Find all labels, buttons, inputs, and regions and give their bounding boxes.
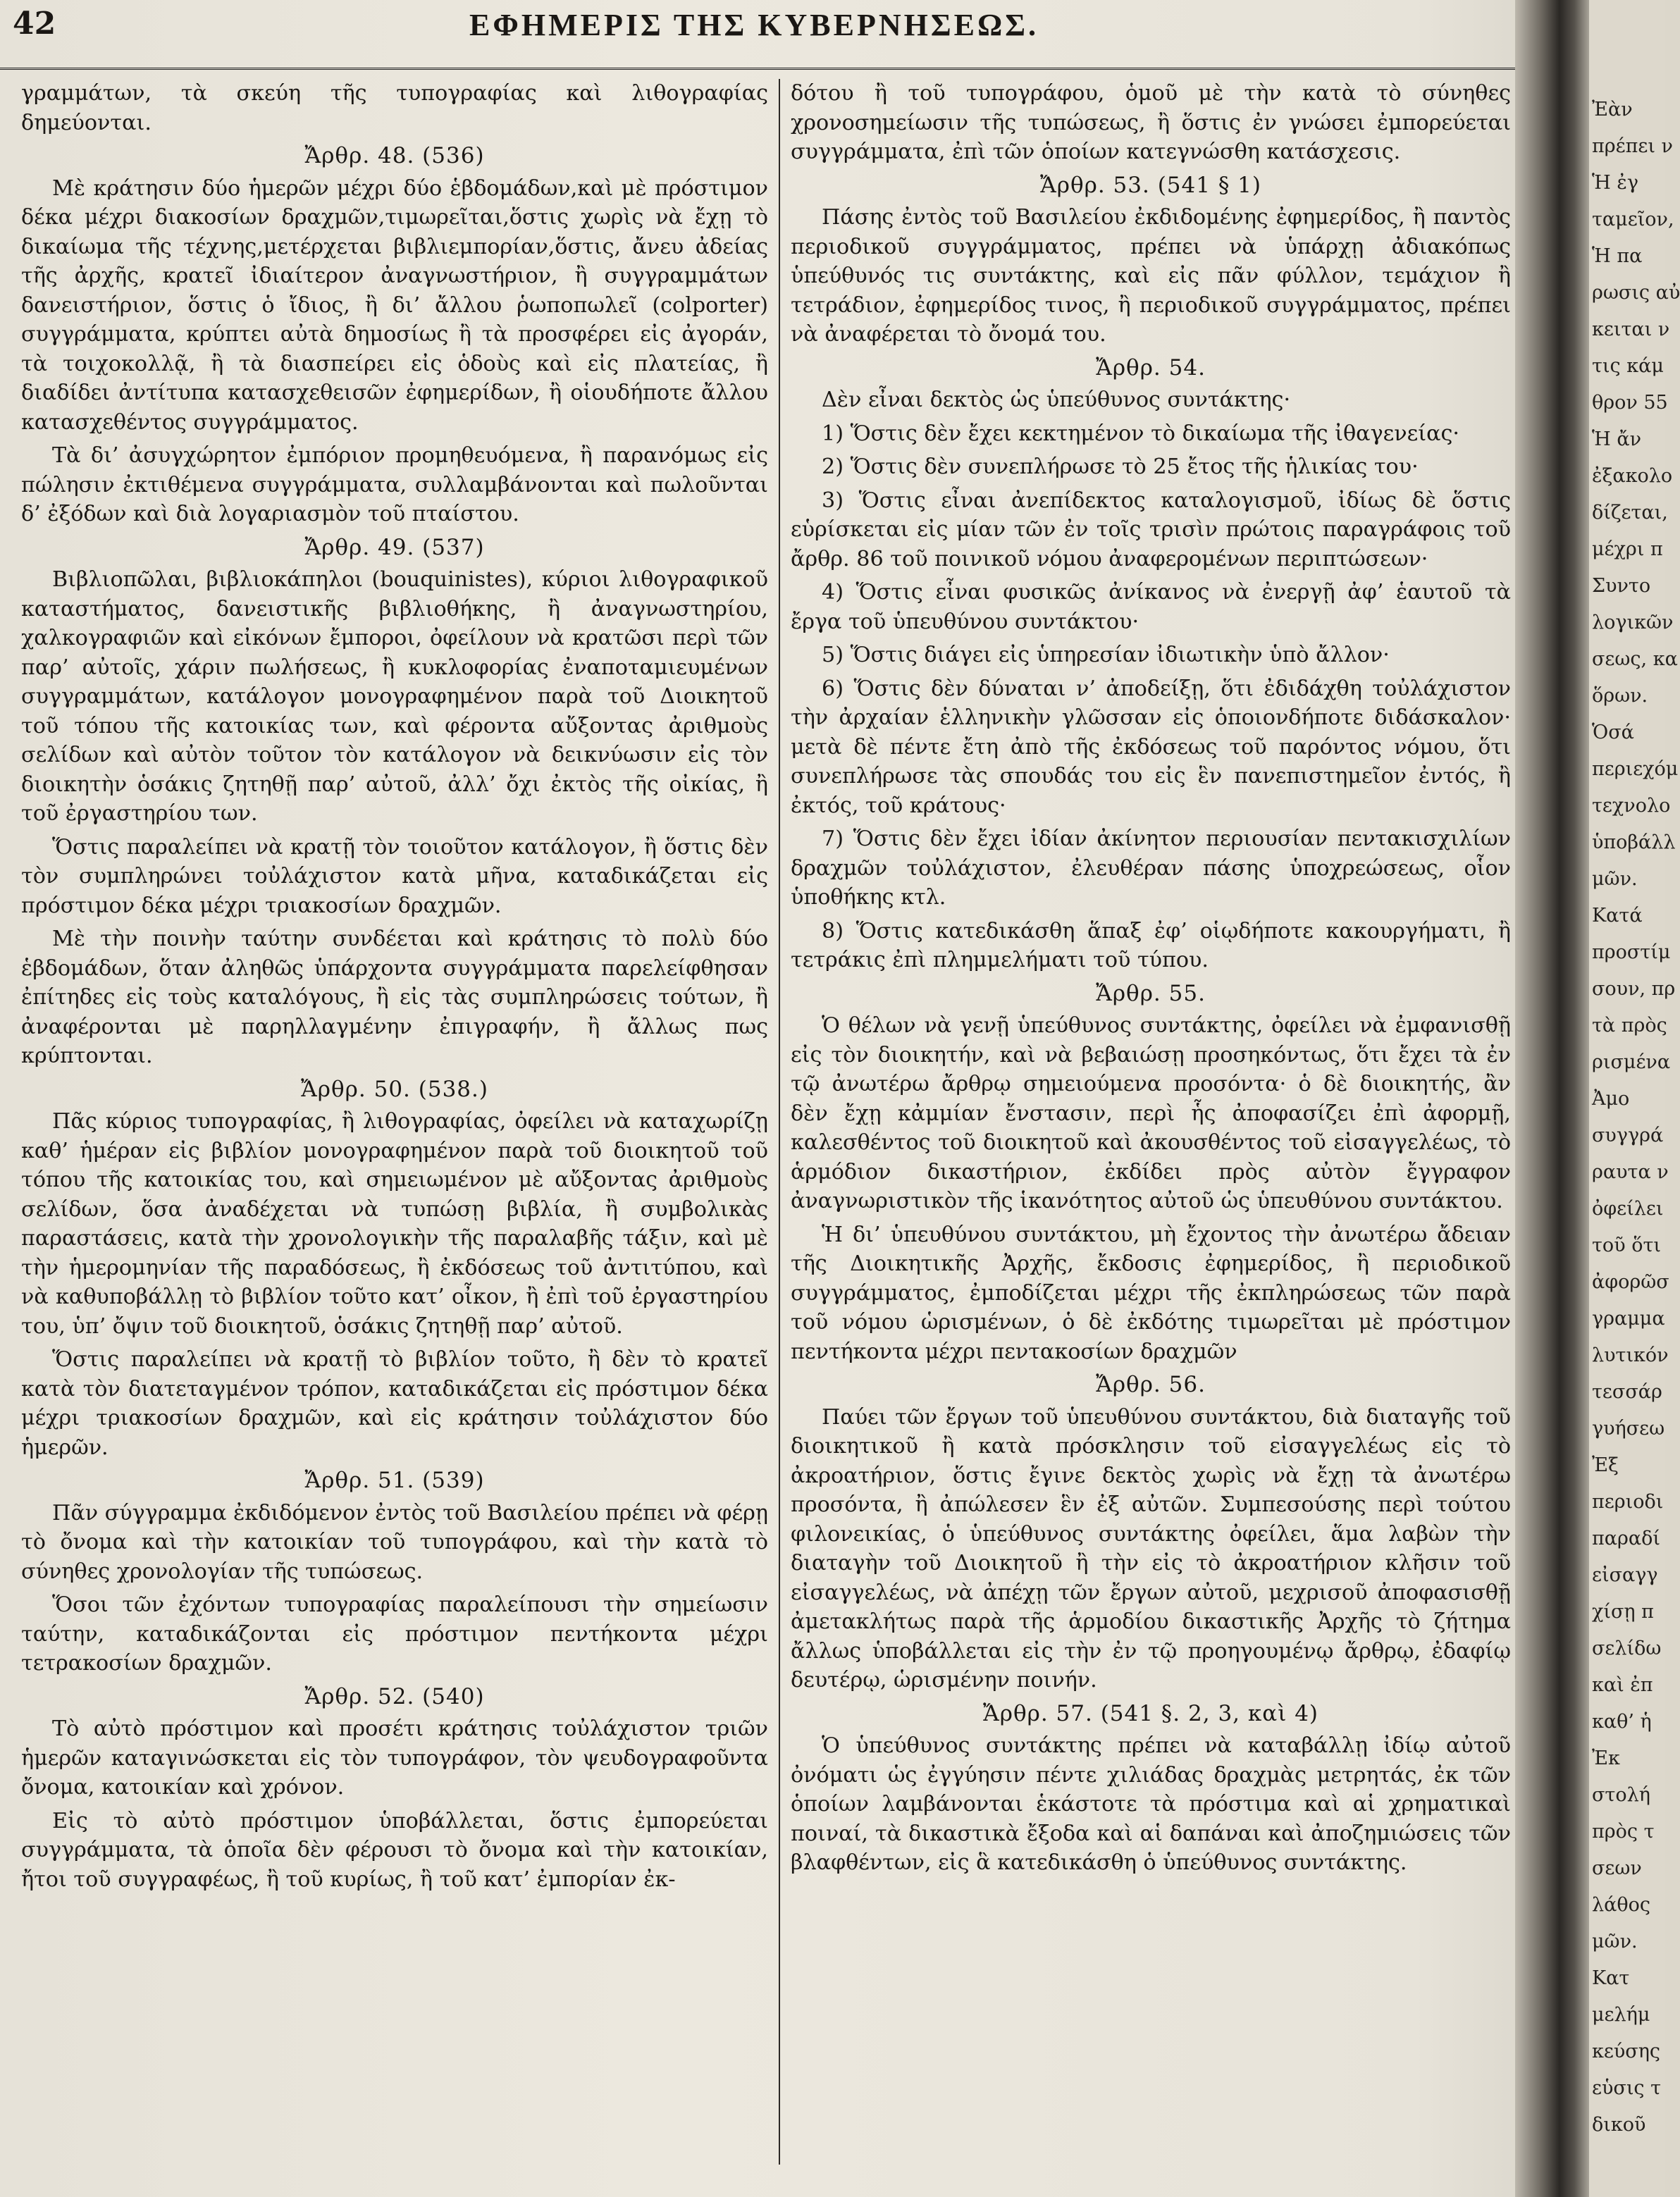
facing-page-fragment: ταμεῖον, [1592, 209, 1674, 230]
facing-page-fragment: κεύσης [1592, 2041, 1661, 2062]
paragraph: Πᾶς κύριος τυπογραφίας, ἢ λιθογραφίας, ὀφείλει νὰ καταχωρίζῃ καθ’ ἡμέραν εἰς βιβλίον μονογραφημένον παρὰ τοῦ διοικητοῦ τοῦ τόπου τῆς κατοικίας του, καὶ σημειωμένον μὲ αὔξοντας ἀριθμοὺς σελίδων, ὅσα ἀναδέχεται νὰ τυπώσῃ βιβλία, ἢ συμβολικὰς παραστάσεις, κατὰ τὴν χρονολογικὴν τῆς παραλαβῆς τάξιν, καὶ μὲ τὴν ἡμερομηνίαν τῆς παραδόσεως, ἢ ἐκδόσεως τοῦ ἀντιτύπου, καὶ νὰ καθυποβάλλῃ τὸ βιβλίον τοῦτο κατ’ οἶκον, ἢ ἐπὶ τοῦ ἐργαστηρίου του, ὑπ’ ὄψιν τοῦ διοικητοῦ, ὁσάκις ζητηθῇ παρ’ αὐτοῦ. [21, 1109, 768, 1339]
facing-page-fragment: πρέπει ν [1592, 135, 1673, 157]
facing-page-fragment: Κατά [1592, 905, 1643, 927]
facing-page-fragment: τεχνολο [1592, 795, 1671, 817]
facing-page-fragment: κειται ν [1592, 318, 1670, 340]
facing-page-fragment: ἀφορῶσ [1592, 1271, 1669, 1293]
facing-page-fragment: Ἐὰν [1592, 99, 1633, 120]
article-heading-53: Ἄρθρ. 53. (541 § 1) [1039, 172, 1261, 198]
facing-page-fragment: Κατ [1592, 1967, 1630, 1989]
facing-page-fragment: σεως, κα [1592, 648, 1678, 670]
facing-page-fragment: καὶ ἐπ [1592, 1674, 1653, 1696]
facing-page-fragment: εὑσις τ [1592, 2077, 1662, 2099]
facing-page-fragment: στολή [1592, 1784, 1650, 1806]
facing-page-fragment: λογικῶν [1592, 612, 1674, 633]
paragraph: Ὁ θέλων νὰ γενῇ ὑπεύθυνος συντάκτης, ὀφείλει νὰ ἐμφανισθῇ εἰς τὸν διοικητήν, καὶ νὰ βεβαιώσῃ προσηκόντως, ὅτι ἔχει τὰ ἐν τῷ ἀνωτέρω ἄρθρῳ σημειούμενα προσόντα· ὁ δὲ διοικητής, ἂν δὲν ἔχῃ κἀμμίαν ἔνστασιν, περὶ ἧς ἀποφασίζει ἐπὶ ἀφορμῇ, καλεσθέντος τοῦ διοικητοῦ καὶ ἀκουσθέντος τοῦ εἰσαγγελέως, τὸ ἁρμόδιον δικαστήριον, ἐκδίδει πρὸς αὐτὸν ἔγγραφον ἀναγνωριστικὸν τῆς ἱκανότητος αὐτοῦ ὡς ὑπευθύνου συντάκτου. [791, 1013, 1511, 1213]
page-number: 42 [13, 6, 56, 42]
book-gutter [1515, 0, 1589, 2197]
article-heading-55: Ἄρθρ. 55. [1096, 980, 1206, 1006]
facing-page-fragment: Ἐξ [1592, 1454, 1619, 1476]
facing-page-fragment: μῶν. [1592, 868, 1638, 890]
facing-page-fragment: ρωσις αὐ [1592, 282, 1680, 304]
facing-page-fragment: δίζεται, [1592, 502, 1668, 524]
list-item: 5) Ὅστις διάγει εἰς ὑπηρεσίαν ἰδιωτικὴν ὑπὸ ἄλλον· [822, 643, 1390, 667]
paragraph: γραμμάτων, τὰ σκεύη τῆς τυπογραφίας καὶ λιθογραφίας δημεύονται. [21, 81, 768, 135]
facing-page-fragment: σελίδω [1592, 1638, 1662, 1659]
facing-page-fragment: μέχρι π [1592, 538, 1663, 560]
facing-page-fragment: μῶν. [1592, 1931, 1638, 1952]
facing-page-fragment: τὰ πρὸς [1592, 1015, 1667, 1036]
paragraph: Τὸ αὐτὸ πρόστιμον καὶ προσέτι κράτησις τοὐλάχιστον τριῶν ἡμερῶν καταγινώσκεται εἰς τὸν τυπογράφον, τὸν ψευδογραφοῦντα ὄνομα, κατοικίαν καὶ χρόνον. [21, 1716, 768, 1800]
article-heading-54: Ἄρθρ. 54. [1096, 354, 1206, 380]
list-item: 8) Ὅστις κατεδικάσθη ἅπαξ ἐφ’ οἱῳδήποτε κακουργήματι, ἢ τετράκις ἐπὶ πλημμελήματι τοῦ τύπου. [791, 918, 1511, 972]
facing-page-fragment: θρον 55 [1592, 392, 1668, 414]
paragraph: Ὅστις παραλείπει νὰ κρατῇ τὸν τοιοῦτον κατάλογον, ἢ ὅστις δὲν τὸν συμπληρώνει τοὐλάχιστον κατὰ μῆνα, καταδικάζεται εἰς πρόστιμον δέκα μέχρι τριακοσίων δραχμῶν. [21, 834, 768, 918]
paragraph: δότου ἢ τοῦ τυπογράφου, ὁμοῦ μὲ τὴν κατὰ τὸ σύνηθες χρονοσημείωσιν τῆς τυπώσεως, ἢ ὅστις ἐν γνώσει ἐμπορεύεται συγγράμματα, ἐπὶ τῶν ὁποίων κατεγνώσθη κατάσχεσις. [791, 81, 1511, 164]
facing-page-fragment: παραδί [1592, 1528, 1660, 1549]
paragraph: Μὲ τὴν ποινὴν ταύτην συνδέεται καὶ κράτησις τὸ πολὺ δύο ἑβδομάδων, ὅταν ἀληθῶς ὑπάρχοντα συγγράμματα παρελείφθησαν ἐπίτηδες εἰς τοὺς καταλόγους, ἢ εἰς τὰς συμπληρώσεις τούτων, ἢ ἀναφέρονται μὲ παρηλλαγμένην ἐπιγραφήν, ἢ ἄλλως πως κρύπτονται. [21, 927, 768, 1068]
facing-page-fragment: πρὸς τ [1592, 1821, 1655, 1843]
facing-page-fragment: τοῦ ὅτι [1592, 1234, 1661, 1256]
article-heading-51: Ἄρθρ. 51. (539) [304, 1468, 485, 1493]
facing-page-fragment: λυτικόν [1592, 1344, 1669, 1366]
list-item: 4) Ὅστις εἶναι φυσικῶς ἀνίκανος νὰ ἐνεργῇ ἀφ’ ἑαυτοῦ τὰ ἔργα τοῦ ὑπευθύνου συντάκτου· [791, 580, 1511, 634]
article-heading-57: Ἄρθρ. 57. (541 §. 2, 3, καὶ 4) [982, 1700, 1319, 1726]
facing-page-fragment: τις κάμ [1592, 355, 1664, 377]
facing-page-fragment: ὅρων. [1592, 685, 1648, 707]
article-heading-48: Ἄρθρ. 48. (536) [304, 143, 485, 168]
facing-page-fragment: Ἡ ἄν [1592, 428, 1642, 450]
paragraph: Μὲ κράτησιν δύο ἡμερῶν μέχρι δύο ἑβδομάδων,καὶ μὲ πρόστιμον δέκα μέχρι διακοσίων δραχμῶν,τιμωρεῖται,ὅστις χωρὶς νὰ ἔχῃ τὸ δικαίωμα τῆς τέχνης,μετέρχεται βιβλιεμπορίαν,ὅστις, ἄνευ ἀδείας τῆς ἀρχῆς, κρατεῖ ἰδιαίτερον ἀναγνωστήριον, ἢ συγγραμμάτων δανειστήριον, ὅστις ὁ ἴδιος, ἢ δι’ ἄλλου ῥωποπωλεῖ (colporter) συγγράμματα, κρύπτει αὐτὰ δημοσίως ἢ τὰ προσφέρει εἰς ἀγοράν, τὰ τοιχοκολλᾷ, ἢ τὰ διασπείρει εἰς ὁδοὺς καὶ εἰς πλατείας, ἢ διαδίδει ἀντίτυπα κατασχεθεισῶν ἐφημερίδων, ἢ οἱουδήποτε ἄλλου κατασχεθέντος συγγράμματος. [21, 175, 768, 435]
article-heading-56: Ἄρθρ. 56. [1096, 1372, 1206, 1397]
list-item: 1) Ὅστις δὲν ἔχει κεκτημένον τὸ δικαίωμα τῆς ἰθαγενείας· [822, 421, 1459, 446]
facing-page-fragment: τεσσάρ [1592, 1381, 1662, 1403]
paragraph: Ὁ ὑπεύθυνος συντάκτης πρέπει νὰ καταβάλλῃ ἰδίῳ αὐτοῦ ὀνόματι ὡς ἐγγύησιν πέντε χιλιάδας δραχμὰς μετρητάς, ἐκ τῶν ὁποίων λαμβάνονται ἑκάστοτε τὰ πρόστιμα καὶ αἱ χρηματικαὶ ποιναί, τὰ δικαστικὰ ἔξοδα καὶ αἱ δαπάναι καὶ ἀποζημιώσεις τῶν βλαφθέντων, εἰς ἃ κατεδικάσθη ὁ ὑπεύθυνος συντάκτης. [791, 1733, 1511, 1875]
list-item: 2) Ὅστις δὲν συνεπλήρωσε τὸ 25 ἔτος τῆς ἡλικίας του· [822, 454, 1419, 479]
article-heading-49: Ἄρθρ. 49. (537) [304, 534, 485, 560]
paragraph: Βιβλιοπῶλαι, βιβλιοκάπηλοι (bouquinistes), κύριοι λιθογραφικοῦ καταστήματος, δανειστικῆς βιβλιοθήκης, ἢ ἀναγνωστηρίου, χαλκογραφιῶν καὶ εἰκόνων ἔμποροι, ὀφείλουν νὰ κρατῶσι περὶ τῶν παρ’ αὐτοῖς, χάριν πωλήσεως, ἢ κυκλοφορίας ἐναποταμιευμένων συγγραμμάτων, κατάλογον μονογραφημένον παρὰ τοῦ Διοικητοῦ τοῦ τόπου τῆς κατοικίας των, καὶ φέροντα αὔξοντας ἀριθμοὺς σελίδων καὶ αὐτὸν τοῦτον τὸν κατάλογον νὰ δεικνύωσιν εἰς τὸν διοικητὴν ὁσάκις ζητηθῇ παρ’ αὐτοῦ, ἀλλ’ ὄχι ἐκτὸς τῆς οἰκίας, ἢ τοῦ ἐργαστηρίου των. [21, 567, 768, 826]
running-title: ΕΦΗΜΕΡΙΣ ΤΗΣ ΚΥΒΕΡΝΗΣΕΩΣ. [469, 8, 1039, 42]
paragraph: Δὲν εἶναι δεκτὸς ὡς ὑπεύθυνος συντάκτης· [822, 388, 1291, 412]
paragraph: Παύει τῶν ἔργων τοῦ ὑπευθύνου συντάκτου, διὰ διαταγῆς τοῦ διοικητικοῦ ἢ κατὰ πρόσκλησιν τοῦ εἰσαγγελέως εἰς τὸ ἀκροατήριον, ὅστις ἔγινε δεκτὸς χωρὶς νὰ ἔχῃ τὰ ἀνωτέρω προσόντα, ἢ ἀπώλεσεν ἓν ἐξ αὐτῶν. Συμπεσούσης περὶ τούτου φιλονεικίας, ὁ ὑπεύθυνος συντάκτης ὀφείλει, ἅμα λαβὼν τὴν διαταγὴν τοῦ Διοικητοῦ ἢ τὴν εἰς τὸ ἀκροατήριον κλῆσιν τοῦ εἰσαγγελέως, νὰ ἀπέχῃ τῶν ἔργων αὐτοῦ, μεχρισοῦ ἀποφασισθῇ ἀμετακλήτως παρὰ τῆς ἁρμοδίου δικαστικῆς Ἀρχῆς τὸ ζήτημα ἄλλως ὑποβάλλεται εἰς τὴν ἐν τῷ προηγουμένῳ ἄρθρῳ, ἐδαφίῳ δευτέρῳ, ὡρισμένην ποινήν. [791, 1404, 1511, 1692]
facing-page-fragment: σεων [1592, 1857, 1642, 1879]
paragraph: Ἡ δι’ ὑπευθύνου συντάκτου, μὴ ἔχοντος τὴν ἀνωτέρω ἄδειαν τῆς Διοικητικῆς Ἀρχῆς, ἔκδοσις ἐφημερίδος, ἢ περιοδικοῦ συγγράμματος, ἐμποδίζεται μέχρι τῆς ἐκπληρώσεως τῶν παρὰ τοῦ νόμου ὡρισμένων, ὁ δὲ ἐκδότης τιμωρεῖται μὲ πρόστιμον πεντήκοντα μέχρι πεντακοσίων δραχμῶν [791, 1222, 1511, 1364]
facing-page-fragment: Συντο [1592, 575, 1651, 597]
article-heading-52: Ἄρθρ. 52. (540) [304, 1683, 485, 1709]
facing-page-fragment: συγγρά [1592, 1125, 1664, 1146]
facing-page-fragment: ἐξακολο [1592, 465, 1673, 487]
facing-page-fragment: προστίμ [1592, 941, 1671, 963]
facing-page-edge [1589, 0, 1680, 2197]
facing-page-fragment: γραμμα [1592, 1308, 1665, 1330]
facing-page-fragment: ρισμένα [1592, 1051, 1671, 1073]
paragraph: Ὅσοι τῶν ἐχόντων τυπογραφίας παραλείπουσι τὴν σημείωσιν ταύτην, καταδικάζονται εἰς πρόστιμον πεντήκοντα μέχρι τετρακοσίων δραχμῶν. [21, 1592, 768, 1676]
facing-page-fragment: εἰσαγγ [1592, 1564, 1658, 1586]
facing-page-fragment: ὀφείλει [1592, 1198, 1664, 1220]
left-column [21, 79, 768, 2186]
paragraph: Πάσης ἐντὸς τοῦ Βασιλείου ἐκδιδομένης ἐφημερίδος, ἢ παντὸς περιοδικοῦ συγγράμματος, πρέπει νὰ ὑπάρχῃ ἀδιακόπως ὑπεύθυνός τις συντάκτης, καὶ εἰς πᾶν φύλλον, τεμάχιον ἢ τετράδιον, ἐφημερίδος τινος, ἢ περιοδικοῦ συγγράμματος, πρέπει νὰ ἀναφέρεται τὸ ὄνομά του. [791, 205, 1511, 347]
column-divider [779, 79, 780, 2165]
facing-page-fragment: μελήμ [1592, 2004, 1650, 2026]
list-item: 6) Ὅστις δὲν δύναται ν’ ἀποδείξῃ, ὅτι ἐδιδάχθη τοὐλάχιστον τὴν ἀρχαίαν ἑλληνικὴν γλῶσσαν εἰς ὁποιονδήποτε διδάσκαλον· μετὰ δὲ πέντε ἔτη ἀπὸ τῆς ἐκδόσεως τοῦ παρόντος νόμου, ὅτι συνεπλήρωσε τὰς σπουδάς του εἰς ἓν πανεπιστημεῖον ἐντός, ἢ ἐκτός, τοῦ κράτους· [791, 676, 1511, 818]
right-column [791, 79, 1511, 2186]
list-item: 3) Ὅστις εἶναι ἀνεπίδεκτος καταλογισμοῦ, ἰδίως δὲ ὅστις εὑρίσκεται εἰς μίαν τῶν ἐν τοῖς τρισὶν πρώτοις παραγράφοις τοῦ ἄρθρ. 86 τοῦ ποινικοῦ νόμου ἀναφερομένων περιπτώσεων· [791, 488, 1511, 571]
facing-page-fragment: γυήσεω [1592, 1418, 1665, 1440]
facing-page-fragment: Ἀμο [1592, 1088, 1630, 1110]
facing-page-fragment: χίσῃ π [1592, 1601, 1654, 1623]
list-item: 7) Ὅστις δὲν ἔχει ἰδίαν ἀκίνητον περιουσίαν πεντακισχιλίων δραχμῶν τοὐλάχιστον, ἐλευθέραν πάσης ὑποχρεώσεως, οἷον ὑποθήκης κτλ. [791, 827, 1511, 910]
facing-page-fragment: λάθος [1592, 1894, 1650, 1916]
paragraph: Ὅστις παραλείπει νὰ κρατῇ τὸ βιβλίον τοῦτο, ἢ δὲν τὸ κρατεῖ κατὰ τὸν διατεταγμένον τρόπον, καταδικάζεται εἰς πρόστιμον δέκα μέχρι τριακοσίων δραχμῶν, καὶ εἰς κράτησιν τοὐλάχιστον δύο ἡμερῶν. [21, 1347, 768, 1460]
facing-page-fragment: καθ’ ἡ [1592, 1711, 1652, 1733]
facing-page-fragment: σουν, πρ [1592, 978, 1676, 1000]
article-heading-50: Ἄρθρ. 50. (538.) [301, 1076, 488, 1102]
page-header [0, 0, 1515, 70]
facing-page-fragment: Ἡ ἐγ [1592, 172, 1638, 194]
facing-page-fragment: Ὁσά [1592, 722, 1634, 743]
paragraph: Πᾶν σύγγραμμα ἐκδιδόμενον ἐντὸς τοῦ Βασιλείου πρέπει νὰ φέρῃ τὸ ὄνομα καὶ τὴν κατοικίαν τοῦ τυπογράφου, καὶ τὴν κατὰ τὸ σύνηθες χρονολογίαν τῆς τυπώσεως. [21, 1500, 768, 1584]
facing-page-fragment: περιεχόμ [1592, 758, 1679, 780]
facing-page-fragment: Ἐκ [1592, 1747, 1620, 1769]
facing-page-fragment: ραυτα ν [1592, 1161, 1669, 1183]
facing-page-fragment: περιοδι [1592, 1491, 1664, 1513]
paragraph: Τὰ δι’ ἀσυγχώρητον ἐμπόριον προμηθευόμενα, ἢ παρανόμως εἰς πώλησιν ἐκτιθέμενα συγγράμματα, συλλαμβάνονται καὶ πωλοῦνται δ’ ἐξόδων καὶ διὰ λογαριασμὸν τοῦ πταίστου. [21, 443, 768, 526]
facing-page-fragment: ὑποβάλλ [1592, 831, 1676, 853]
paragraph: Εἰς τὸ αὐτὸ πρόστιμον ὑποβάλλεται, ὅστις ἐμπορεύεται συγγράμματα, τὰ ὁποῖα δὲν φέρουσι τὸ ὄνομα καὶ τὴν κατοικίαν, ἤτοι τοῦ συγγραφέως, ἢ τοῦ κυρίως, ἢ τοῦ κατ’ ἐμπορίαν ἐκ- [21, 1808, 768, 1892]
facing-page-fragment: Ἡ πα [1592, 245, 1643, 267]
facing-page-fragment: δικοῦ [1592, 2114, 1646, 2136]
